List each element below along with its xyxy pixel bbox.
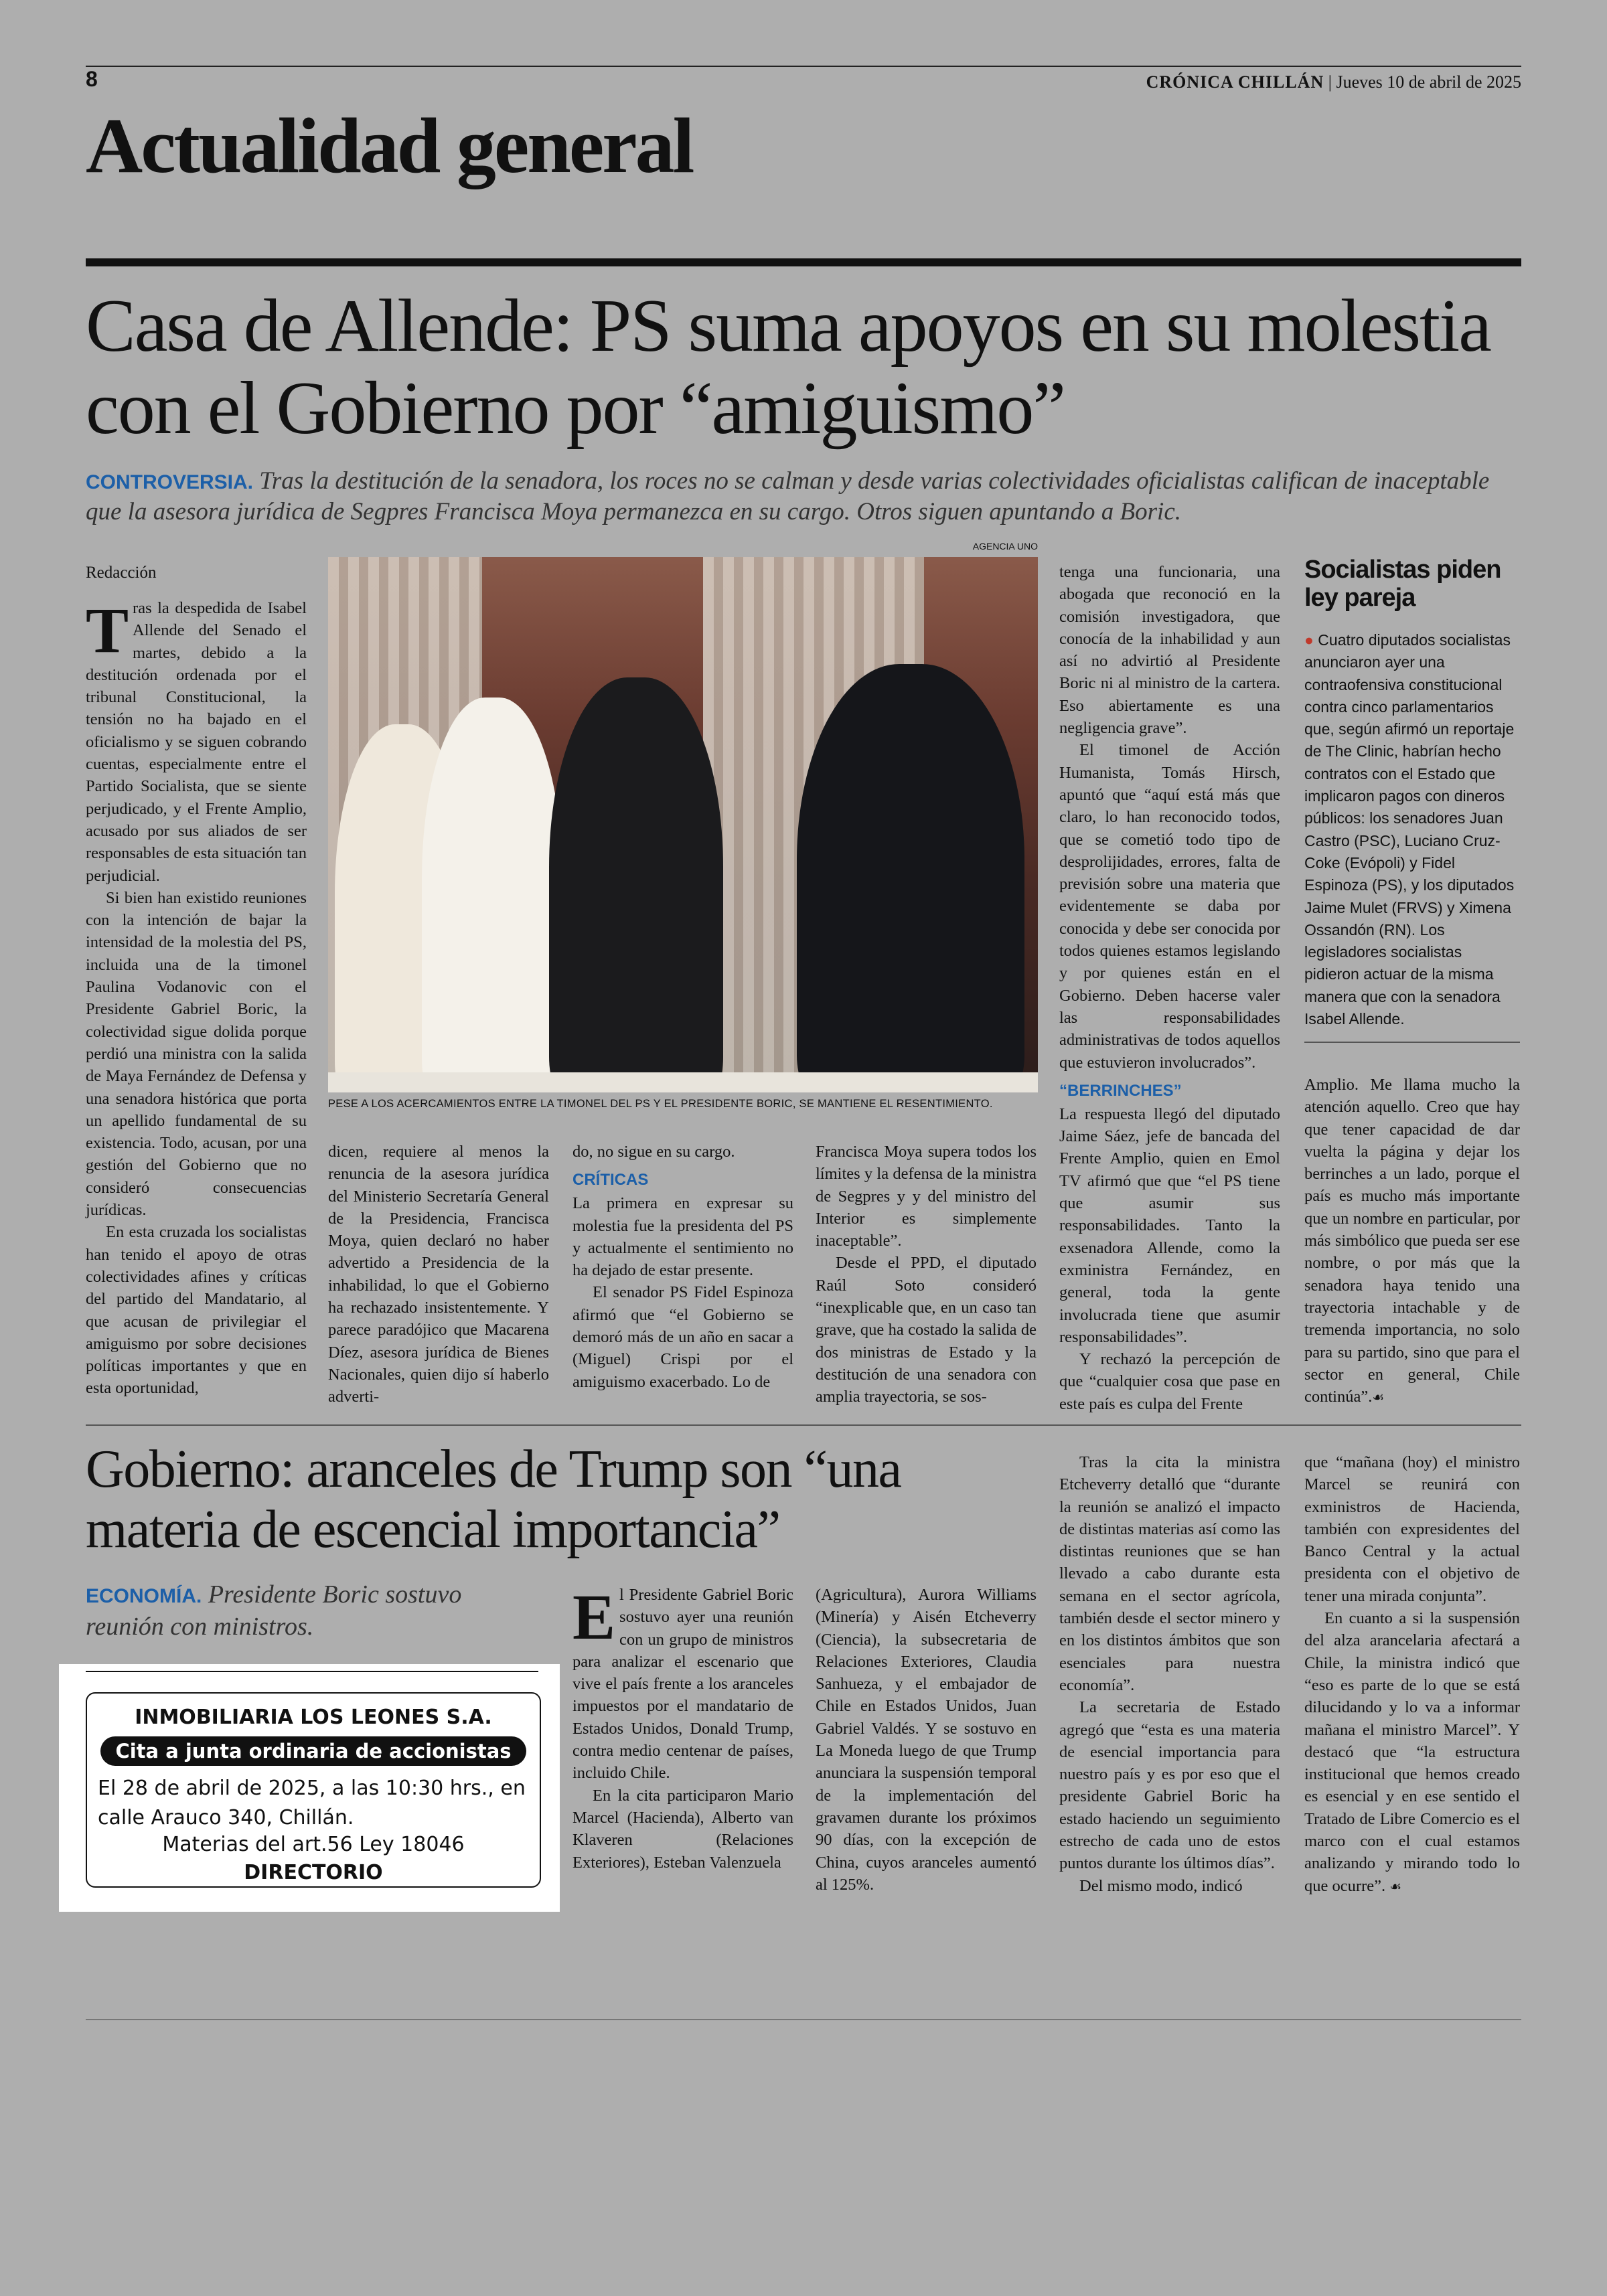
sidebar-rule bbox=[1304, 1042, 1520, 1043]
section-rule bbox=[86, 258, 1521, 266]
photo-table bbox=[328, 1072, 1038, 1092]
end-mark-icon: ☙ bbox=[1389, 1878, 1402, 1894]
article2-paragraph bbox=[1304, 1607, 1520, 1898]
ad-top-rule bbox=[86, 1671, 538, 1672]
photo-credit: AGENCIA UNO bbox=[972, 541, 1038, 552]
article-divider bbox=[86, 1424, 1521, 1426]
article1-paragraph: do, no sigue en su cargo. bbox=[572, 1143, 735, 1161]
article1-paragraph: La primera en expresar su molestia fue la presidenta del PS y actualmente el sentimiento no ha dejado de estar presente. bbox=[572, 1194, 793, 1280]
article1-paragraph: En esta cruzada los socialistas han tenido el apoyo de otras colectividades afines y críticas del partido del Mandatario, al que acusan de privilegiar el amiguismo por sobre decisiones políticas importantes y que en esta oportunidad, bbox=[86, 1223, 307, 1398]
article2-kicker: ECONOMÍA. bbox=[86, 1585, 202, 1607]
sidebar-bullet: ● bbox=[1304, 631, 1314, 649]
article1-paragraph: Y rechazó la percepción de que “cualquier cosa que pase en este país es culpa del Frente bbox=[1059, 1350, 1280, 1413]
page-number: 8 bbox=[86, 67, 98, 91]
publication-name: CRÓNICA CHILLÁN bbox=[1146, 72, 1324, 92]
dropcap: T bbox=[86, 594, 129, 666]
article2-headline: Gobierno: aranceles de Trump son “una materia de escencial importancia” bbox=[86, 1440, 901, 1559]
ad-banner: Cita a junta ordinaria de accionistas bbox=[100, 1736, 526, 1766]
article1-paragraph: tenga una funcionaria, una abogada que reconoció en la comisión investigadora, que conocía de la inhabilidad y aun así no advirtió al Presidente Boric ni al ministro de la cartera. Eso abiertamente es una negligencia grave”. bbox=[1059, 563, 1280, 738]
article2-paragraph: En la cita participaron Mario Marcel (Hacienda), Alberto van Klaveren (Relaciones Exteriores), Esteban Valenzuela bbox=[572, 1786, 793, 1872]
dropcap: E bbox=[572, 1581, 616, 1653]
ad-frame bbox=[86, 1692, 541, 1888]
subheading-berrinches: “BERRINCHES” bbox=[1059, 1081, 1182, 1100]
ad-text: El 28 de abril de 2025, a las 10:30 hrs., en calle Arauco 340, Chillán. bbox=[98, 1777, 526, 1829]
article2-column-4 bbox=[1304, 1451, 1520, 1898]
article1-kicker: CONTROVERSIA. bbox=[86, 471, 254, 493]
end-mark-icon: ☙ bbox=[1372, 1389, 1385, 1406]
masthead bbox=[1146, 72, 1521, 92]
article1-paragraph bbox=[86, 594, 307, 887]
news-photo bbox=[328, 557, 1038, 1092]
article2-text: l Presidente Gabriel Boric sostuvo ayer una reunión con un grupo de ministros para analizar el escenario que vive el país frente a los aranceles impuestos por el mandatario de Estados Unidos, Donald Trump, contra medio centenar de países, incluido Chile. bbox=[572, 1586, 793, 1783]
article1-column-3 bbox=[572, 1141, 793, 1393]
publication-date: Jueves 10 de abril de 2025 bbox=[1336, 72, 1521, 92]
article2-paragraph: Del mismo modo, indicó bbox=[1079, 1876, 1243, 1895]
article1-column-2 bbox=[328, 1141, 549, 1408]
ad-company: INMOBILIARIA LOS LEONES S.A. bbox=[135, 1706, 492, 1729]
article2-paragraph: La secretaria de Estado agregó que “esta es una materia de esencial importancia para nuestro país y es por eso que el presidente Gabriel Boric ha estado haciendo un seguimiento estrecho de cada uno de estos puntos durante los últimos días”. bbox=[1059, 1698, 1280, 1873]
article2-text: En cuanto a si la suspensión del alza arancelaria afectará a Chile, la ministra indicó que “eso es parte de lo que se está dilucidando y lo va a informar mañana el ministro Marcel”. Y destacó que “la estructura institucional que hemos creado es esencial y en ese sentido el Tratado de Libre Comercio es el marco con el cual estamos analizando y mirando todo lo que ocurre”. bbox=[1304, 1609, 1520, 1895]
article2-deck bbox=[86, 1578, 541, 1643]
ad-legal-line: Materias del art.56 Ley 18046 bbox=[162, 1833, 465, 1856]
article2-paragraph: que “mañana (hoy) el ministro Marcel se reunirá con exministros de Hacienda, también con expresidentes del Banco Central y la actual presidenta con el objetivo de tener una mirada conjunta”. bbox=[1304, 1453, 1520, 1605]
article1-paragraph: dicen, requiere al menos la renuncia de la asesora jurídica del Ministerio Secretaría General de la Presidencia, Francisca Moya, quien declaró no haber advertido a Presidencia de la inhabilidad, lo que el Gobierno ha rechazado insistentemente. Y parece paradójico que Macarena Díez, asesora jurídica de Bienes Nacionales, quien dijo sí haberlo adverti- bbox=[328, 1143, 549, 1406]
article1-paragraph: Francisca Moya supera todos los límites y la defensa de la ministra de Segpres y y del ministro del Interior es simplemente inaceptable”. bbox=[816, 1143, 1037, 1250]
sidebar-text: Cuatro diputados socialistas anunciaron ayer una contraofensiva constitucional contra cinco parlamentarios que, según afirmó un reportaje de The Clinic, habrían hecho contratos con el Estado que implicaron pagos con dineros públicos: los senadores Juan Castro (PSC), Luciano Cruz-Coke (Evópoli) y Fidel Espinoza (PS), y los diputados Jaime Mulet (FRVS) y Ximena Ossandón (RN). Los legisladores socialistas pidieron actuar de la misma manera que con la senadora Isabel Allende. bbox=[1304, 631, 1515, 1028]
article1-column-6 bbox=[1304, 1074, 1520, 1408]
masthead-separator: | bbox=[1328, 72, 1336, 92]
article2-paragraph: Tras la cita la ministra Etcheverry detalló que “durante la reunión se analizó el impacto de distintas materias así como las distintas reuniones que se han llevado a cabo durante esta semana en el sector agrícola, también desde el sector minero y en los distintos ámbitos que son esenciales para nuestra economía”. bbox=[1059, 1453, 1280, 1694]
byline: Redacción bbox=[86, 564, 157, 582]
article1-paragraph: El timonel de Acción Humanista, Tomás Hirsch, apuntó que “aquí está más que claro, lo han reconocido todos, que se cometió todo tipo de desprolijidades, errores, falta de previsión sobre una materia que evidentemente se daba por conocida y debe ser conocida por todos quienes estamos legislando y por quienes están en el Gobierno. Deben hacerse valer las responsabilidades administrativas de todos aquellos que estuvieron involucrados”. bbox=[1059, 741, 1280, 1072]
article2-paragraph: (Agricultura), Aurora Williams (Minería) y Aisén Etcheverry (Ciencia), la subsecretaria de Relaciones Exteriores, Claudia Sanhueza, y el embajador de Chile en Estados Unidos, Juan Gabriel Valdés. Y se sostuvo en La Moneda luego de que Trump anunciara la suspensión temporal de la implementación del gravamen durante los próximos 90 días, con la excepción de China, cuyos aranceles aumentó al 125%. bbox=[816, 1586, 1037, 1894]
photo-caption: PESE A LOS ACERCAMIENTOS ENTRE LA TIMONEL DEL PS Y EL PRESIDENTE BORIC, SE MANTIENE EL RESENTIMIENTO. bbox=[328, 1098, 993, 1110]
article1-headline: Casa de Allende: PS suma apoyos en su molestia con el Gobierno por “amiguismo” bbox=[86, 284, 1490, 450]
article2-paragraph bbox=[572, 1581, 793, 1785]
article2-column-2 bbox=[816, 1584, 1037, 1896]
article1-column-1 bbox=[86, 564, 307, 1400]
article1-deck bbox=[86, 466, 1521, 527]
photo-figure bbox=[549, 677, 723, 1092]
classified-ad bbox=[59, 1664, 560, 1912]
photo-figure bbox=[797, 664, 1024, 1092]
article1-paragraph: Desde el PPD, el diputado Raúl Soto consideró “inexplicable que, en un caso tan grave, que ha costado la salida de dos ministras de Estado y la destitución de una senadora con amplia trayectoria, se sos- bbox=[816, 1254, 1037, 1406]
article1-column-5 bbox=[1059, 561, 1280, 1415]
article1-text: ras la despedida de Isabel Allende del Senado el martes, debido a la destitución ordenada por el tribunal Constitucional, la tensión no ha bajado en el oficialismo y se siguen cobrando cuentas, especialmente entre el Partido Socialista, que se siente perjudicado, y el Frente Amplio, acusado por sus aliados de ser responsables de esta situación tan perjudicial. bbox=[86, 599, 307, 885]
bottom-rule bbox=[86, 2019, 1521, 2020]
article1-paragraph bbox=[1304, 1074, 1520, 1408]
sidebar-body bbox=[1304, 629, 1520, 1030]
article2-deck-text: Presidente Boric sostuvo reunión con ministros. bbox=[86, 1580, 462, 1641]
ad-signature: DIRECTORIO bbox=[244, 1861, 383, 1884]
article2-column-1 bbox=[572, 1581, 793, 1874]
article1-paragraph: Si bien han existido reuniones con la intención de bajar la intensidad de la molestia del PS, incluida una de la timonel Paulina Vodanovic con el Presidente Gabriel Boric, la colectividad sigue dolida porque perdió una ministra con la salida de Maya Fernández de Defensa y una senadora histórica que porta un apellido fundamental de su existencia. Todo, acusan, por una gestión del Gobierno que no consideró consecuencias jurídicas. bbox=[86, 888, 307, 1220]
sidebar-title: Socialistas piden ley pareja bbox=[1304, 556, 1501, 612]
photo-figure bbox=[422, 698, 562, 1092]
article1-paragraph: La respuesta llegó del diputado Jaime Sáez, jefe de bancada del Frente Amplio, quien en Emol TV afirmó que que “el PS tiene que asumir sus responsabilidades. Tanto la exsenadora Allende, como la exministra Fernández, en general, toda la gente involucrada tiene que asumir responsabilidades”. bbox=[1059, 1104, 1280, 1346]
article1-text: Amplio. Me llama mucho la atención aquello. Creo que hay que tener capacidad de dar vuelta la página y dejar los berrinches a un lado, porque el país es mucho más importante que un nombre en particular, por más simbólico que pueda ser ese nombre, o por más que la senadora haya tenido una trayectoria intachable y de tremenda importancia, no solo para su partido, sino que para el sector en general, Chile continúa”. bbox=[1304, 1076, 1520, 1406]
article1-paragraph: El senador PS Fidel Espinoza afirmó que “el Gobierno se demoró más de un año en sacar a (Miguel) Crispi por el amiguismo exacerbado. Lo de bbox=[572, 1283, 793, 1391]
article1-column-4 bbox=[816, 1141, 1037, 1408]
article2-column-3 bbox=[1059, 1451, 1280, 1897]
article1-deck-text: Tras la destitución de la senadora, los roces no se calman y desde varias colectividades oficialistas califican de inaceptable que la asesora jurídica de Segpres Francisca Moya permanezca en su cargo. Otros siguen apuntando a Boric. bbox=[86, 467, 1490, 525]
top-rule bbox=[86, 66, 1521, 67]
subheading-criticas: CRÍTICAS bbox=[572, 1171, 649, 1190]
section-title: Actualidad general bbox=[86, 102, 693, 189]
